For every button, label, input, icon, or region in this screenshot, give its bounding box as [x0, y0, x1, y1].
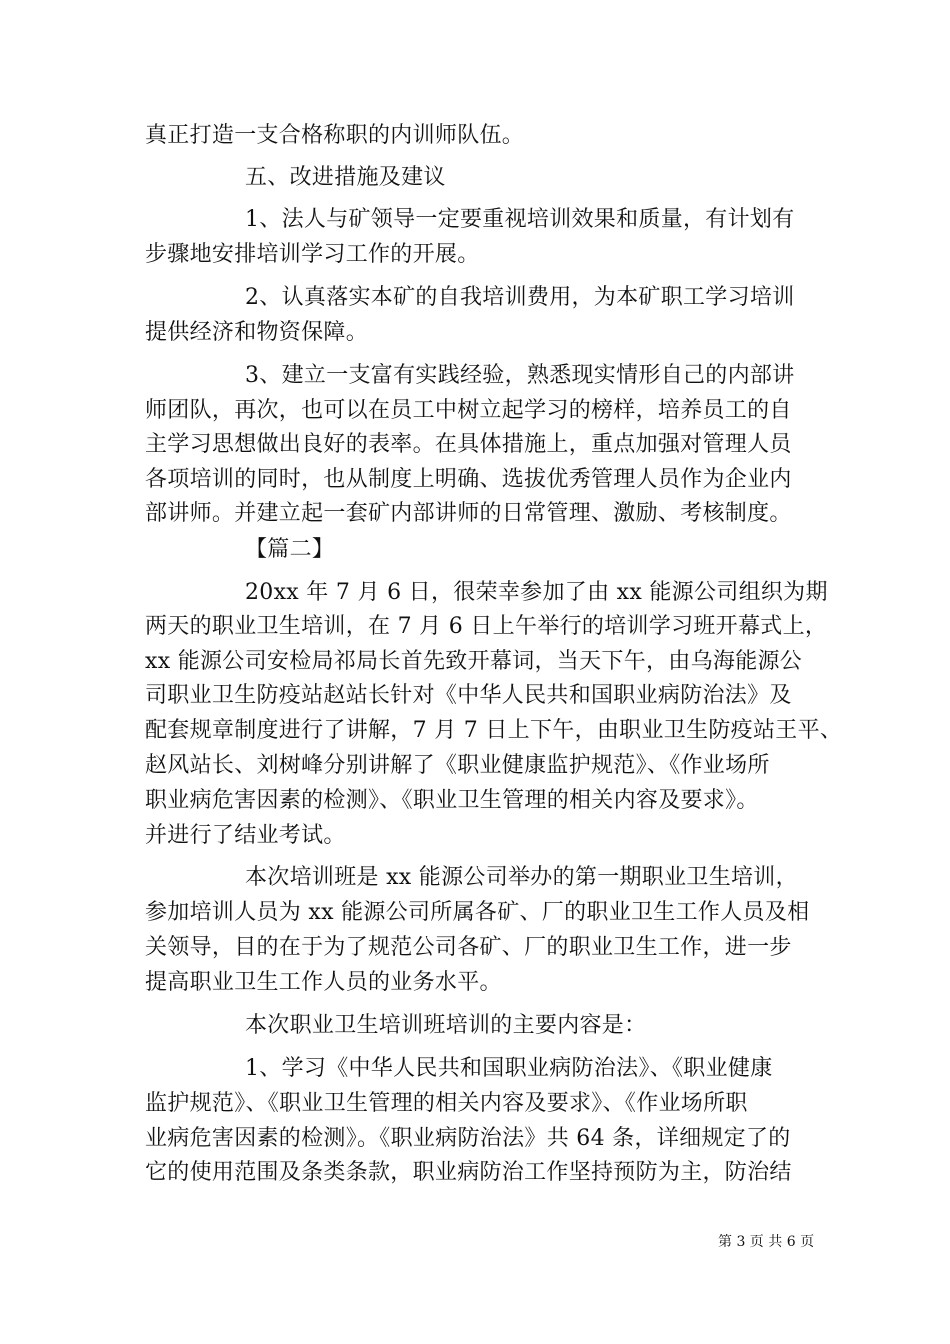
text-line: 师团队，再次，也可以在员工中树立起学习的榜样，培养员工的自	[145, 398, 792, 423]
text-line: 配套规章制度进行了讲解，7 月 7 日上下午，由职业卫生防疫站王平、	[145, 718, 843, 743]
text-line: 司职业卫生防疫站赵站长针对《中华人民共和国职业病防治法》及	[145, 683, 792, 708]
text-line: 本次职业卫生培训班培训的主要内容是：	[245, 1013, 647, 1038]
text-line: 并进行了结业考试。	[145, 823, 346, 848]
text-line: 1、学习《中华人民共和国职业病防治法》、《职业健康	[245, 1056, 773, 1081]
text-line: 1、法人与矿领导一定要重视培训效果和质量，有计划有	[245, 207, 795, 232]
text-line: 提高职业卫生工作人员的业务水平。	[145, 970, 502, 995]
text-line: 各项培训的同时，也从制度上明确、选拔优秀管理人员作为企业内	[145, 467, 792, 492]
text-line: 本次培训班是 xx 能源公司举办的第一期职业卫生培训，	[245, 865, 798, 890]
text-line: 部讲师。并建立起一套矿内部讲师的日常管理、激励、考核制度。	[145, 501, 792, 526]
section-heading: 五、改进措施及建议	[245, 165, 446, 190]
text-line: 提供经济和物资保障。	[145, 320, 369, 345]
text-line: 关领导，目的在于为了规范公司各矿、厂的职业卫生工作，进一步	[145, 935, 792, 960]
text-line: xx 能源公司安检局祁局长首先致开幕词，当天下午，由乌海能源公	[145, 649, 803, 674]
text-line: 主学习思想做出良好的表率。在具体措施上，重点加强对管理人员	[145, 432, 792, 457]
page-number: 第 3 页 共 6 页	[718, 1234, 815, 1250]
text-line: 2、认真落实本矿的自我培训费用，为本矿职工学习培训	[245, 285, 795, 310]
text-line: 它的使用范围及条类条款，职业病防治工作坚持预防为主，防治结	[145, 1160, 792, 1185]
part-heading: 【篇二】	[245, 537, 335, 562]
text-line: 20xx 年 7 月 6 日，很荣幸参加了由 xx 能源公司组织为期	[245, 580, 828, 605]
text-line: 职业病危害因素的检测》、《职业卫生管理的相关内容及要求》。	[145, 788, 759, 813]
text-line: 真正打造一支合格称职的内训师队伍。	[145, 123, 525, 148]
text-line: 参加培训人员为 xx 能源公司所属各矿、厂的职业卫生工作人员及相	[145, 900, 810, 925]
text-line: 赵风站长、刘树峰分别讲解了《职业健康监护规范》、《作业场所	[145, 753, 770, 778]
text-line: 两天的职业卫生培训，在 7 月 6 日上午举行的培训学习班开幕式上，	[145, 614, 828, 639]
text-line: 业病危害因素的检测》。《职业病防治法》共 64 条，详细规定了的	[145, 1126, 791, 1151]
text-line: 3、建立一支富有实践经验，熟悉现实情形自己的内部讲	[245, 363, 795, 388]
text-line: 步骤地安排培训学习工作的开展。	[145, 242, 480, 267]
text-line: 监护规范》、《职业卫生管理的相关内容及要求》、《作业场所职	[145, 1091, 748, 1116]
